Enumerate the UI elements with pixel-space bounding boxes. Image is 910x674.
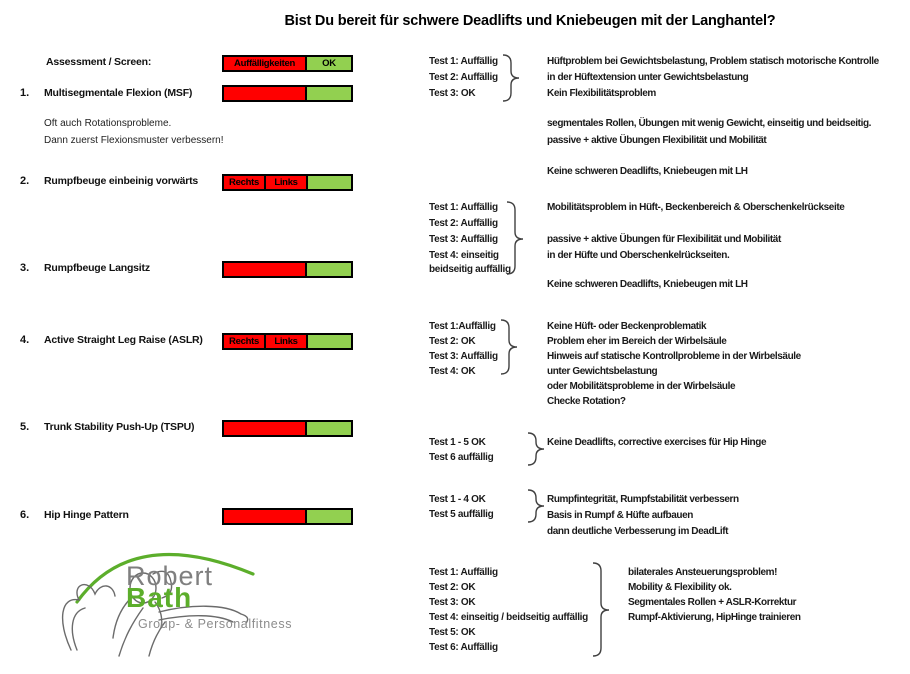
annotation: unter Gewichtsbelastung <box>547 366 658 377</box>
bar-red-segment <box>224 87 307 100</box>
test-result: Test 4: einseitig / beidseitig auffällig <box>429 612 588 623</box>
test-result: Test 1: Auffällig <box>429 56 498 67</box>
bar-red-segment <box>224 263 307 276</box>
assessment-label: Assessment / Screen: <box>46 56 152 68</box>
row-label-aslr: Active Straight Leg Raise (ASLR) <box>44 334 203 346</box>
page-title: Bist Du bereit für schwere Deadlifts und Kniebeugen mit der Langhantel? <box>284 13 776 29</box>
row-label-msf: Multisegmentale Flexion (MSF) <box>44 87 193 99</box>
bar-green-segment <box>307 422 351 435</box>
test-result: Test 3: OK <box>429 597 476 608</box>
bracket-group5 <box>526 489 546 523</box>
test-result: Test 2: OK <box>429 582 476 593</box>
test-result: Test 6 auffällig <box>429 452 494 463</box>
test-result: Test 4: OK <box>429 366 476 377</box>
annotation: Rumpf-Aktivierung, HipHinge trainieren <box>628 612 801 623</box>
result-bar-aslr <box>222 333 353 350</box>
annotation: passive + aktive Übungen für Flexibilität und Mobilität <box>547 234 781 245</box>
result-bar-rumpfbeuge-einbeinig <box>222 174 353 191</box>
annotation: dann deutliche Verbesserung im DeadLift <box>547 526 729 537</box>
row-number-2: 2. <box>20 175 30 187</box>
row-number-3: 3. <box>20 262 30 274</box>
row-label-hip-hinge: Hip Hinge Pattern <box>44 509 129 521</box>
annotation: segmentales Rollen, Übungen mit wenig Gewicht, einseitig und beidseitig. <box>547 118 872 129</box>
bracket-group2 <box>505 201 525 275</box>
test-result: Test 2: Auffällig <box>429 72 498 83</box>
annotation: passive + aktive Übungen Flexibilität und Mobilität <box>547 135 767 146</box>
bar-red-segment <box>224 510 307 523</box>
test-result: Test 1 - 4 OK <box>429 494 486 505</box>
row-label-tspu: Trunk Stability Push-Up (TSPU) <box>44 421 195 433</box>
annotation: Keine Hüft- oder Beckenproblematik <box>547 321 707 332</box>
note-line: Dann zuerst Flexionsmuster verbessern! <box>44 135 224 146</box>
test-result: Test 1: Auffällig <box>429 567 498 578</box>
test-result: Test 6: Auffällig <box>429 642 498 653</box>
bar-links-cell: Links <box>266 176 308 189</box>
bar-red-segment <box>224 422 307 435</box>
annotation: Checke Rotation? <box>547 396 626 407</box>
bar-green-segment <box>307 87 351 100</box>
annotation: in der Hüftextension unter Gewichtsbelastung <box>547 72 749 83</box>
annotation: Keine Deadlifts, corrective exercises für Hip Hinge <box>547 437 767 448</box>
row-label-rumpfbeuge-langsitz: Rumpfbeuge Langsitz <box>44 262 150 274</box>
annotation: Keine schweren Deadlifts, Kniebeugen mit LH <box>547 166 748 177</box>
bar-green-segment <box>308 335 351 348</box>
row-number-4: 4. <box>20 334 30 346</box>
annotation: Hinweis auf statische Kontrollprobleme in der Wirbelsäule <box>547 351 801 362</box>
legend-red-cell: Auffälligkeiten <box>224 57 307 70</box>
test-result: Test 4: einseitig <box>429 250 499 261</box>
annotation: in der Hüfte und Oberschenkelrückseiten. <box>547 250 730 261</box>
legend-green-cell: OK <box>307 57 351 70</box>
logo-name-last: Bath <box>126 582 193 613</box>
result-bar-rumpfbeuge-langsitz <box>222 261 353 278</box>
row-number-1: 1. <box>20 87 30 99</box>
annotation: Mobility & Flexibility ok. <box>628 582 732 593</box>
test-result: Test 2: Auffällig <box>429 218 498 229</box>
annotation: Mobilitätsproblem in Hüft-, Beckenbereich & Oberschenkelrückseite <box>547 202 845 213</box>
bracket-group4 <box>526 432 546 466</box>
bracket-group1 <box>501 54 521 102</box>
result-bar-tspu <box>222 420 353 437</box>
bar-links-cell: Links <box>266 335 308 348</box>
test-result: Test 3: Auffällig <box>429 351 498 362</box>
test-result: Test 2: OK <box>429 336 476 347</box>
result-bar-msf <box>222 85 353 102</box>
note-line: Oft auch Rotationsprobleme. <box>44 118 172 129</box>
annotation: Basis in Rumpf & Hüfte aufbauen <box>547 510 693 521</box>
test-result: Test 1:Auffällig <box>429 321 496 332</box>
row-label-rumpfbeuge-einbeinig: Rumpfbeuge einbeinig vorwärts <box>44 175 199 187</box>
annotation: Segmentales Rollen + ASLR-Korrektur <box>628 597 797 608</box>
test-result: Test 1: Auffällig <box>429 202 498 213</box>
logo-subtitle: Group- & Personalfitness <box>138 617 293 631</box>
test-result: Test 5: OK <box>429 627 476 638</box>
annotation: Keine schweren Deadlifts, Kniebeugen mit LH <box>547 279 748 290</box>
test-result: Test 5 auffällig <box>429 509 494 520</box>
result-bar-hip-hinge <box>222 508 353 525</box>
annotation: oder Mobilitätsprobleme in der Wirbelsäule <box>547 381 736 392</box>
test-result: Test 3: Auffällig <box>429 234 498 245</box>
row-number-6: 6. <box>20 509 30 521</box>
bracket-group3 <box>499 319 519 375</box>
row-number-5: 5. <box>20 421 30 433</box>
bar-rechts-cell: Rechts <box>224 176 266 189</box>
test-result: beidseitig auffällig <box>429 264 511 275</box>
annotation: bilaterales Ansteuerungsproblem! <box>628 567 778 578</box>
test-result: Test 3: OK <box>429 88 476 99</box>
bar-green-segment <box>307 263 351 276</box>
bar-rechts-cell: Rechts <box>224 335 266 348</box>
annotation: Hüftproblem bei Gewichtsbelastung, Problem statisch motorische Kontrolle <box>547 56 879 67</box>
annotation: Rumpfintegrität, Rumpfstabilität verbessern <box>547 494 739 505</box>
annotation: Problem eher im Bereich der Wirbelsäule <box>547 336 727 347</box>
test-result: Test 1 - 5 OK <box>429 437 486 448</box>
bracket-group6 <box>591 562 611 657</box>
bar-green-segment <box>307 510 351 523</box>
logo-name-first: Robert <box>126 561 214 591</box>
legend-bar <box>222 55 353 72</box>
annotation: Kein Flexibilitätsproblem <box>547 88 656 99</box>
bar-green-segment <box>308 176 351 189</box>
logo <box>55 538 305 663</box>
